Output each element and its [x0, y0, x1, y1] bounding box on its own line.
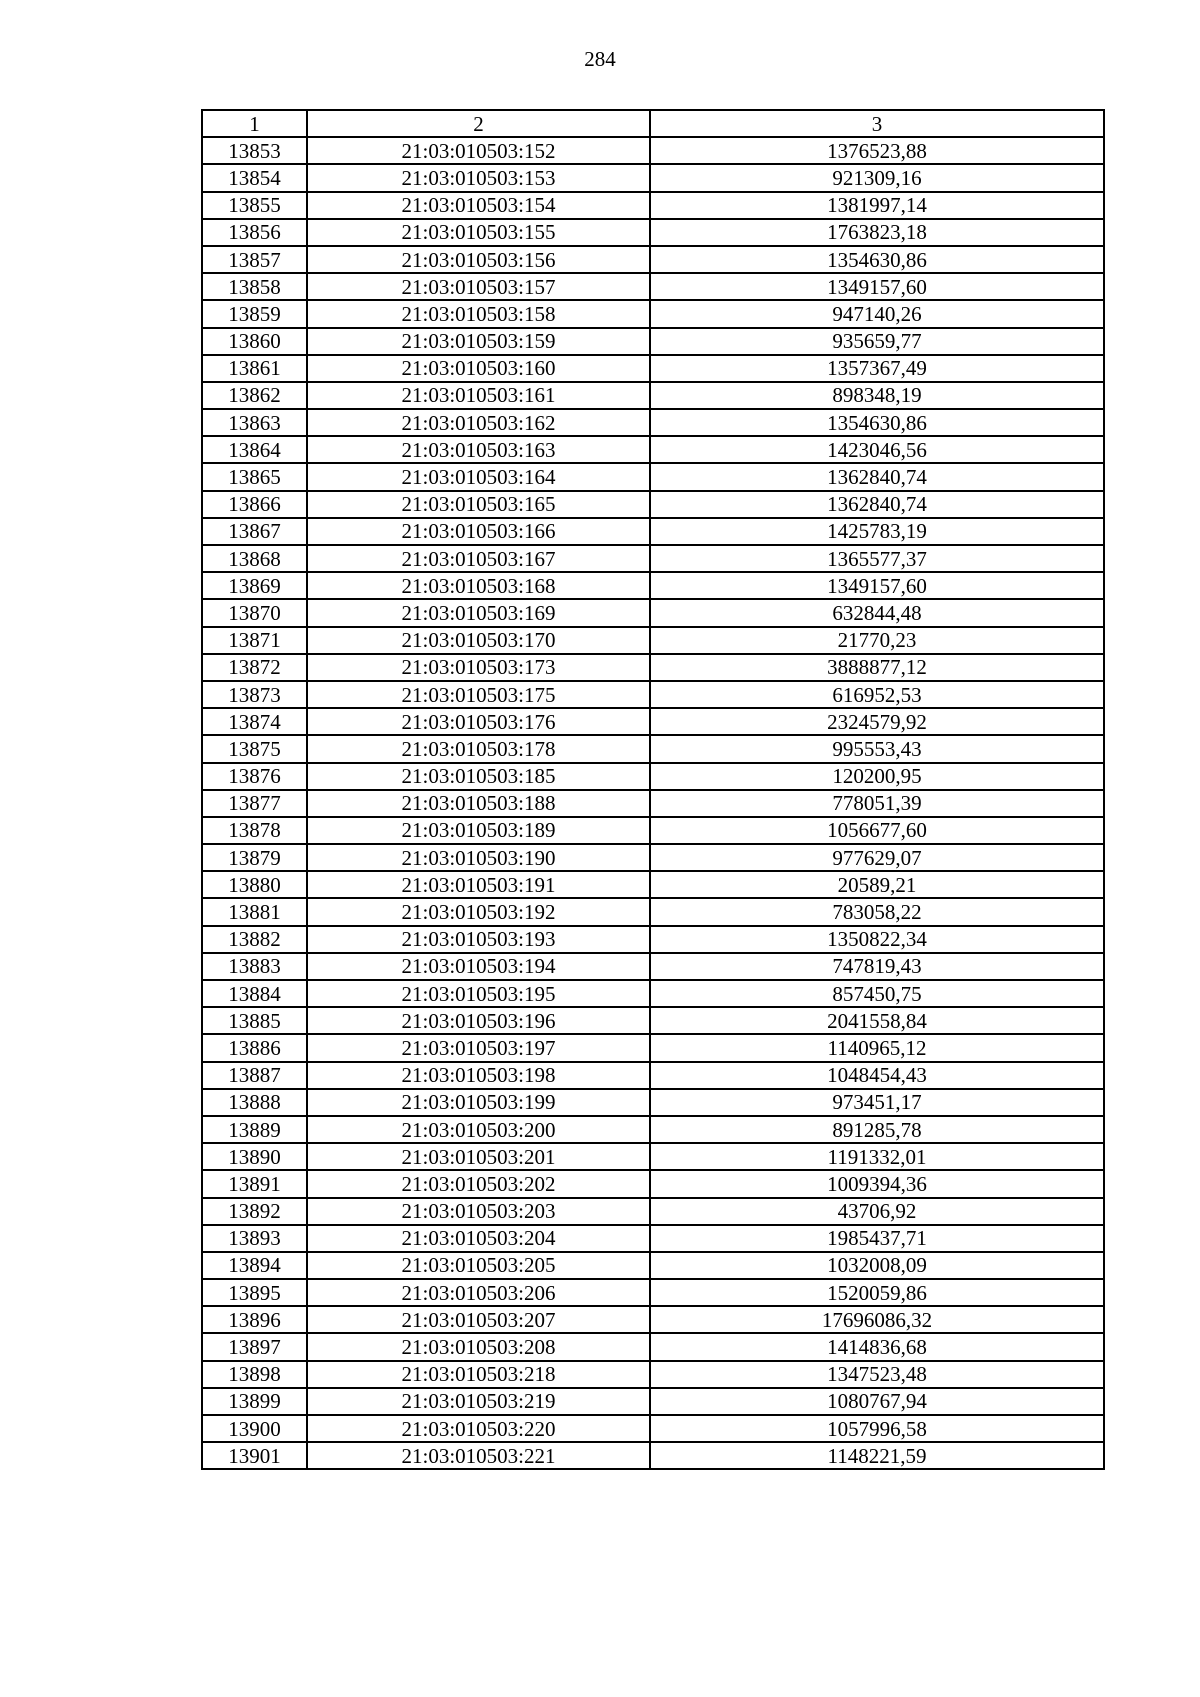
cadastral-number-cell: 21:03:010503:199 [307, 1089, 650, 1116]
value-cell: 2324579,92 [650, 708, 1104, 735]
value-cell: 17696086,32 [650, 1306, 1104, 1333]
value-cell: 1357367,49 [650, 355, 1104, 382]
cadastral-number-cell: 21:03:010503:167 [307, 545, 650, 572]
value-cell: 935659,77 [650, 328, 1104, 355]
row-number-cell: 13895 [202, 1279, 307, 1306]
value-cell: 747819,43 [650, 953, 1104, 980]
cadastral-number-cell: 21:03:010503:198 [307, 1062, 650, 1089]
table-row [202, 654, 1104, 681]
value-cell: 616952,53 [650, 681, 1104, 708]
value-cell: 20589,21 [650, 871, 1104, 898]
value-cell: 1376523,88 [650, 137, 1104, 164]
value-cell: 3888877,12 [650, 654, 1104, 681]
cadastral-number-cell: 21:03:010503:161 [307, 382, 650, 409]
row-number-cell: 13854 [202, 164, 307, 191]
cadastral-number-cell: 21:03:010503:165 [307, 491, 650, 518]
table-row [202, 382, 1104, 409]
cadastral-number-cell: 21:03:010503:160 [307, 355, 650, 382]
table-row [202, 246, 1104, 273]
cadastral-number-cell: 21:03:010503:153 [307, 164, 650, 191]
table-header [202, 110, 1104, 137]
row-number-cell: 13865 [202, 463, 307, 490]
cadastral-number-cell: 21:03:010503:175 [307, 681, 650, 708]
row-number-cell: 13880 [202, 871, 307, 898]
cadastral-number-cell: 21:03:010503:155 [307, 219, 650, 246]
cadastral-number-cell: 21:03:010503:158 [307, 300, 650, 327]
table-row [202, 926, 1104, 953]
table-row [202, 300, 1104, 327]
row-number-cell: 13855 [202, 192, 307, 219]
value-cell: 2041558,84 [650, 1007, 1104, 1034]
cadastral-number-cell: 21:03:010503:168 [307, 572, 650, 599]
row-number-cell: 13886 [202, 1034, 307, 1061]
row-number-cell: 13898 [202, 1361, 307, 1388]
value-cell: 1763823,18 [650, 219, 1104, 246]
table-row [202, 1442, 1104, 1469]
table-row [202, 599, 1104, 626]
value-cell: 977629,07 [650, 844, 1104, 871]
value-cell: 1032008,09 [650, 1252, 1104, 1279]
value-cell: 857450,75 [650, 980, 1104, 1007]
value-cell: 1350822,34 [650, 926, 1104, 953]
cadastral-number-cell: 21:03:010503:219 [307, 1388, 650, 1415]
cadastral-number-cell: 21:03:010503:208 [307, 1333, 650, 1360]
value-cell: 1347523,48 [650, 1361, 1104, 1388]
column-header-3: 3 [650, 110, 1104, 137]
value-cell: 1985437,71 [650, 1225, 1104, 1252]
row-number-cell: 13873 [202, 681, 307, 708]
row-number-cell: 13882 [202, 926, 307, 953]
row-number-cell: 13866 [202, 491, 307, 518]
row-number-cell: 13867 [202, 518, 307, 545]
cadastral-number-cell: 21:03:010503:195 [307, 980, 650, 1007]
value-cell: 778051,39 [650, 790, 1104, 817]
row-number-cell: 13874 [202, 708, 307, 735]
cadastral-number-cell: 21:03:010503:220 [307, 1415, 650, 1442]
row-number-cell: 13876 [202, 763, 307, 790]
row-number-cell: 13881 [202, 898, 307, 925]
row-number-cell: 13890 [202, 1143, 307, 1170]
table-row [202, 1415, 1104, 1442]
value-cell: 947140,26 [650, 300, 1104, 327]
value-cell: 1140965,12 [650, 1034, 1104, 1061]
cadastral-number-cell: 21:03:010503:170 [307, 627, 650, 654]
value-cell: 1423046,56 [650, 436, 1104, 463]
table-row [202, 871, 1104, 898]
cadastral-number-cell: 21:03:010503:193 [307, 926, 650, 953]
cadastral-number-cell: 21:03:010503:162 [307, 409, 650, 436]
cadastral-number-cell: 21:03:010503:197 [307, 1034, 650, 1061]
value-cell: 973451,17 [650, 1089, 1104, 1116]
row-number-cell: 13870 [202, 599, 307, 626]
table-row [202, 219, 1104, 246]
row-number-cell: 13853 [202, 137, 307, 164]
value-cell: 1080767,94 [650, 1388, 1104, 1415]
table-row [202, 1034, 1104, 1061]
cadastral-number-cell: 21:03:010503:201 [307, 1143, 650, 1170]
header-row [202, 110, 1104, 137]
value-cell: 1148221,59 [650, 1442, 1104, 1469]
value-cell: 1362840,74 [650, 491, 1104, 518]
table-row [202, 1089, 1104, 1116]
table-row [202, 898, 1104, 925]
value-cell: 1057996,58 [650, 1415, 1104, 1442]
row-number-cell: 13861 [202, 355, 307, 382]
cadastral-number-cell: 21:03:010503:191 [307, 871, 650, 898]
table-row [202, 1116, 1104, 1143]
table-row [202, 463, 1104, 490]
cadastral-number-cell: 21:03:010503:196 [307, 1007, 650, 1034]
value-cell: 1414836,68 [650, 1333, 1104, 1360]
row-number-cell: 13884 [202, 980, 307, 1007]
column-header-2: 2 [307, 110, 650, 137]
row-number-cell: 13857 [202, 246, 307, 273]
table-row [202, 137, 1104, 164]
row-number-cell: 13860 [202, 328, 307, 355]
row-number-cell: 13894 [202, 1252, 307, 1279]
cadastral-number-cell: 21:03:010503:202 [307, 1170, 650, 1197]
cadastral-number-cell: 21:03:010503:194 [307, 953, 650, 980]
cadastral-number-cell: 21:03:010503:169 [307, 599, 650, 626]
cadastral-number-cell: 21:03:010503:157 [307, 273, 650, 300]
row-number-cell: 13863 [202, 409, 307, 436]
table-row [202, 1198, 1104, 1225]
row-number-cell: 13892 [202, 1198, 307, 1225]
cadastral-number-cell: 21:03:010503:176 [307, 708, 650, 735]
row-number-cell: 13869 [202, 572, 307, 599]
cadastral-number-cell: 21:03:010503:200 [307, 1116, 650, 1143]
cadastral-number-cell: 21:03:010503:192 [307, 898, 650, 925]
table-row [202, 844, 1104, 871]
value-cell: 1362840,74 [650, 463, 1104, 490]
table-row [202, 627, 1104, 654]
table-row [202, 1361, 1104, 1388]
table-row [202, 409, 1104, 436]
cadastral-number-cell: 21:03:010503:152 [307, 137, 650, 164]
row-number-cell: 13900 [202, 1415, 307, 1442]
value-cell: 1009394,36 [650, 1170, 1104, 1197]
value-cell: 1381997,14 [650, 192, 1104, 219]
value-cell: 995553,43 [650, 735, 1104, 762]
cadastral-number-cell: 21:03:010503:163 [307, 436, 650, 463]
cadastral-number-cell: 21:03:010503:207 [307, 1306, 650, 1333]
cadastral-number-cell: 21:03:010503:203 [307, 1198, 650, 1225]
table-row [202, 1170, 1104, 1197]
row-number-cell: 13893 [202, 1225, 307, 1252]
table-row [202, 355, 1104, 382]
value-cell: 632844,48 [650, 599, 1104, 626]
cadastral-number-cell: 21:03:010503:218 [307, 1361, 650, 1388]
table-row [202, 1143, 1104, 1170]
table-row [202, 1388, 1104, 1415]
value-cell: 1349157,60 [650, 273, 1104, 300]
value-cell: 891285,78 [650, 1116, 1104, 1143]
row-number-cell: 13885 [202, 1007, 307, 1034]
value-cell: 120200,95 [650, 763, 1104, 790]
table-row [202, 572, 1104, 599]
value-cell: 1349157,60 [650, 572, 1104, 599]
value-cell: 21770,23 [650, 627, 1104, 654]
table-row [202, 1333, 1104, 1360]
value-cell: 921309,16 [650, 164, 1104, 191]
value-cell: 783058,22 [650, 898, 1104, 925]
row-number-cell: 13875 [202, 735, 307, 762]
table-body [202, 137, 1104, 1469]
row-number-cell: 13897 [202, 1333, 307, 1360]
table-row [202, 491, 1104, 518]
value-cell: 1056677,60 [650, 817, 1104, 844]
row-number-cell: 13879 [202, 844, 307, 871]
row-number-cell: 13896 [202, 1306, 307, 1333]
value-cell: 1520059,86 [650, 1279, 1104, 1306]
value-cell: 1365577,37 [650, 545, 1104, 572]
cadastral-number-cell: 21:03:010503:204 [307, 1225, 650, 1252]
value-cell: 1354630,86 [650, 246, 1104, 273]
row-number-cell: 13878 [202, 817, 307, 844]
column-header-1: 1 [202, 110, 307, 137]
cadastral-number-cell: 21:03:010503:166 [307, 518, 650, 545]
value-cell: 898348,19 [650, 382, 1104, 409]
page-number: 284 [584, 47, 616, 71]
row-number-cell: 13887 [202, 1062, 307, 1089]
table-row [202, 817, 1104, 844]
table-row [202, 545, 1104, 572]
cadastral-number-cell: 21:03:010503:205 [307, 1252, 650, 1279]
value-cell: 1425783,19 [650, 518, 1104, 545]
table-row [202, 708, 1104, 735]
table-row [202, 790, 1104, 817]
table-row [202, 735, 1104, 762]
cadastral-number-cell: 21:03:010503:185 [307, 763, 650, 790]
value-cell: 1354630,86 [650, 409, 1104, 436]
row-number-cell: 13889 [202, 1116, 307, 1143]
table-row [202, 328, 1104, 355]
cadastral-number-cell: 21:03:010503:188 [307, 790, 650, 817]
table-row [202, 192, 1104, 219]
cadastral-number-cell: 21:03:010503:173 [307, 654, 650, 681]
row-number-cell: 13891 [202, 1170, 307, 1197]
cadastral-number-cell: 21:03:010503:156 [307, 246, 650, 273]
value-cell: 1048454,43 [650, 1062, 1104, 1089]
cadastral-number-cell: 21:03:010503:159 [307, 328, 650, 355]
table-row [202, 436, 1104, 463]
table-row [202, 953, 1104, 980]
row-number-cell: 13868 [202, 545, 307, 572]
row-number-cell: 13859 [202, 300, 307, 327]
cadastral-number-cell: 21:03:010503:206 [307, 1279, 650, 1306]
table-row [202, 980, 1104, 1007]
row-number-cell: 13901 [202, 1442, 307, 1469]
row-number-cell: 13864 [202, 436, 307, 463]
row-number-cell: 13888 [202, 1089, 307, 1116]
cadastral-number-cell: 21:03:010503:154 [307, 192, 650, 219]
table-row [202, 1007, 1104, 1034]
row-number-cell: 13871 [202, 627, 307, 654]
table-row [202, 681, 1104, 708]
value-cell: 1191332,01 [650, 1143, 1104, 1170]
table-row [202, 1279, 1104, 1306]
row-number-cell: 13899 [202, 1388, 307, 1415]
row-number-cell: 13877 [202, 790, 307, 817]
cadastral-number-cell: 21:03:010503:221 [307, 1442, 650, 1469]
table-row [202, 1062, 1104, 1089]
row-number-cell: 13872 [202, 654, 307, 681]
table-row [202, 273, 1104, 300]
cadastral-number-cell: 21:03:010503:178 [307, 735, 650, 762]
cadastral-number-cell: 21:03:010503:190 [307, 844, 650, 871]
row-number-cell: 13883 [202, 953, 307, 980]
table-row [202, 1252, 1104, 1279]
data-table [201, 109, 1105, 1470]
table-row [202, 518, 1104, 545]
cadastral-number-cell: 21:03:010503:164 [307, 463, 650, 490]
value-cell: 43706,92 [650, 1198, 1104, 1225]
row-number-cell: 13862 [202, 382, 307, 409]
row-number-cell: 13856 [202, 219, 307, 246]
cadastral-number-cell: 21:03:010503:189 [307, 817, 650, 844]
row-number-cell: 13858 [202, 273, 307, 300]
table-row [202, 1225, 1104, 1252]
table-row [202, 763, 1104, 790]
table-row [202, 1306, 1104, 1333]
table-row [202, 164, 1104, 191]
